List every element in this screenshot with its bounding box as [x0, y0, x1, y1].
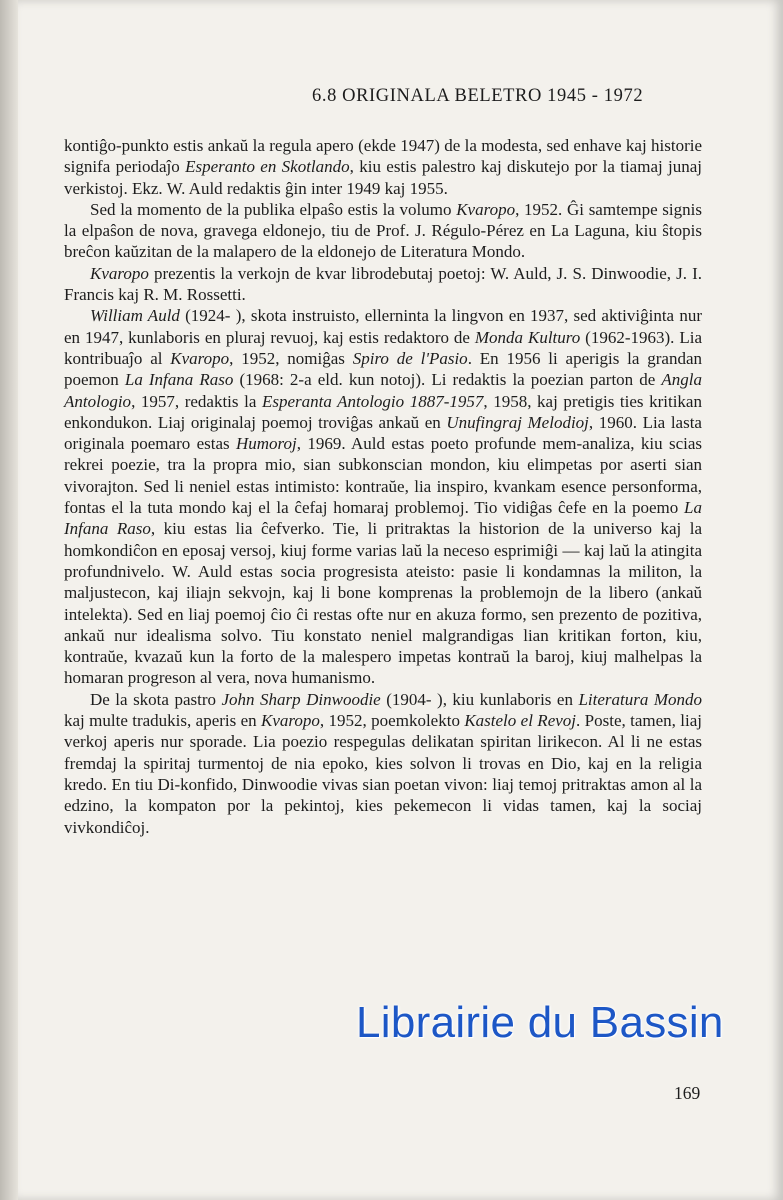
text-run: De la skota pastro: [90, 689, 222, 709]
italic-title: Kvaropo: [261, 711, 320, 731]
text-run: , kiu estis palestro kaj diskutejo por la tiamaj junaj verkistoj. Ekz. W. Auld redaktis ĝin inter 1949 kaj 1955.: [64, 157, 703, 198]
watermark: Librairie du Bassin: [356, 998, 724, 1047]
text-run: kaj multe tradukis, aperis en: [64, 711, 262, 731]
paragraph: [64, 199, 702, 263]
text-run: , kiu estas lia ĉefverko. Tie, li pritraktas la historion de la universo kaj la homkondiĉon en eposaj versoj, kiuj forme varias laŭ la neceso esprimiĝi — kaj laŭ la atingita profundnivelo. W. Auld estas socia progresista ateisto: pasie li kondamnas la militon, la maljustecon, kaj iliajn sekvojn, kaj li bone komprenas la problemojn de la libero (ankaŭ intelekta). Sed en liaj poemoj ĉio ĉi restas ofte nur en akuza formo, sen prezento de pozitiva, ankaŭ nur idealisma solvo. Tiu konstato neniel malgrandigas lian kritikan forton, kiu, kontraŭe, kvazaŭ kun la forto de la malespero impetas kontraŭ la baroj, kiuj malhelpas la homaran progreson al vera, nova humanismo.: [64, 519, 702, 688]
running-header: 6.8 ORIGINALA BELETRO 1945 - 1972: [312, 86, 644, 106]
italic-title: Monda Kulturo: [474, 327, 581, 347]
text-run: , 1969. Auld estas poeto profunde mem-analiza, kiu scias rekrei poezie, tra la propra mio, sian subkonscian mondon, kiu elimpetas por aserti sian vivorajton. Sed li neniel estas intimisto: kontraŭe, lia inspiro, kvankam esence personforma, fontas el la tuta mondo kaj el la ĉefaj homaraj problemoj. Tio vidiĝas ĉefe en la poemo: [64, 434, 702, 518]
text-run: . Poste, tamen, liaj verkoj aperis nur sporade. Lia poezio respegulas delikatan spiritan lirikecon. Al li ne estas fremdaj la spiritaj turmentoj de nia epoko, kies solvon li trovas en Dio, kaj en la religia kredo. En tiu Di-konfido, Dinwoodie vivas sian poetan vivon: liaj temoj pritraktas amon al la edzino, la kompaton por la pekintoj, kies pekemecon li vidas tamen, kaj la sociaj vivkondiĉoj.: [64, 711, 702, 837]
text-run: , 1958, kaj pretigis ties kritikan enkondukon. Liaj originalaj poemoj troviĝas ankaŭ en: [64, 391, 702, 432]
paragraph: [64, 263, 702, 306]
text-run: (1962-1963). Lia kontribuaĵo al: [64, 327, 702, 368]
text-run: , 1960. Lia lasta originala poemaro estas: [64, 412, 702, 454]
text-run: (1904- ), kiu kunlaboris en: [380, 689, 579, 709]
text-run: , 1952. Ĝi samtempe signis la elpaŝon de nova, gravega eldonejo, tiu de Prof. J. Régulo-Pérez en La Laguna, kiu ŝtopis breĉon kaŭzitan de la malapero de la eldonejo de Literatura Mondo.: [64, 199, 702, 262]
italic-title: Unufingraj Melodioj: [446, 412, 589, 432]
text-run: prezentis la verkojn de kvar librodebutaj poetoj: W. Auld, J. S. Dinwoodie, J. I. Francis kaj R. M. Rossetti.: [64, 263, 702, 305]
text-run: . En 1956 li aperigis la grandan poemon: [64, 348, 702, 390]
text-run: , 1952, nomiĝas: [229, 348, 353, 368]
page-number: 169: [674, 1083, 701, 1103]
italic-title: La Infana Raso: [64, 498, 702, 539]
text-run: , 1952, poemkolekto: [319, 711, 465, 731]
paragraph: [64, 689, 702, 838]
text-run: Sed la momento de la publika elpaŝo estis la volumo: [90, 199, 457, 219]
italic-title: Angla Antologio: [64, 370, 702, 411]
paragraph: [64, 135, 702, 199]
italic-title: Esperanto en Skotlando: [185, 157, 350, 177]
italic-title: Esperanta Antologio 1887-1957: [261, 391, 484, 411]
italic-title: Kvaropo: [170, 348, 230, 368]
paragraph: [64, 305, 702, 688]
italic-title: Kvaropo: [90, 263, 149, 283]
italic-title: La Infana Raso: [124, 370, 234, 390]
italic-title: Literatura Mondo: [578, 689, 702, 709]
text-run: (1924- ), skota instruisto, ellerninta la lingvon en 1937, sed aktiviĝinta nur en 1947, kunlaboris en pluraj revuoj, kaj estis redaktoro de: [64, 306, 702, 347]
italic-title: Spiro de l'Pasio: [352, 348, 468, 368]
italic-title: John Sharp Dinwoodie: [221, 689, 381, 709]
text-run: kontiĝo-punkto estis ankaŭ la regula apero (ekde 1947) de la modesta, sed enhave kaj historie signifa periodaĵo: [64, 136, 702, 177]
italic-title: Kastelo el Revoj: [464, 711, 577, 731]
italic-title: William Auld: [90, 306, 180, 326]
body-text: [64, 135, 702, 838]
italic-title: Humoroj: [235, 434, 297, 454]
italic-title: Kvaropo: [456, 199, 516, 219]
text-run: , 1957, redaktis la: [131, 391, 262, 411]
text-run: (1968: 2-a eld. kun notoj). Li redaktis la poezian parton de: [233, 370, 662, 390]
book-gutter: [0, 0, 18, 1200]
